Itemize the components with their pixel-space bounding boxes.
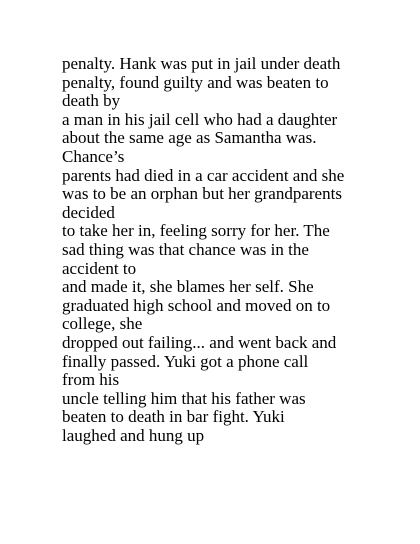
- text-line: decided: [62, 202, 115, 222]
- text-line: and made it, she blames her self. She: [62, 277, 314, 297]
- text-line: laughed and hung up: [62, 425, 205, 445]
- text-line: accident to: [62, 258, 137, 278]
- text-line: graduated high school and moved on to: [62, 295, 331, 315]
- text-line: from his: [62, 370, 120, 390]
- text-line: finally passed. Yuki got a phone call: [62, 351, 309, 371]
- text-line: uncle telling him that his father was: [62, 388, 306, 408]
- body-text: [62, 55, 412, 445]
- text-line: dropped out failing... and went back and: [62, 332, 337, 352]
- text-line: a man in his jail cell who had a daughter: [62, 109, 338, 129]
- text-line: was to be an orphan but her grandparents: [62, 184, 342, 204]
- text-line: sad thing was that chance was in the: [62, 239, 309, 259]
- text-line: college, she: [62, 314, 143, 334]
- text-line: beaten to death in bar fight. Yuki: [62, 407, 285, 427]
- text-line: to take her in, feeling sorry for her. The: [62, 221, 330, 241]
- text-line: Chance’s: [62, 146, 125, 166]
- text-line: penalty, found guilty and was beaten to: [62, 72, 329, 92]
- text-line: parents had died in a car accident and she: [62, 165, 345, 185]
- text-line: death by: [62, 91, 121, 111]
- text-line: penalty. Hank was put in jail under death: [62, 54, 341, 73]
- text-line: about the same age as Samantha was.: [62, 128, 317, 148]
